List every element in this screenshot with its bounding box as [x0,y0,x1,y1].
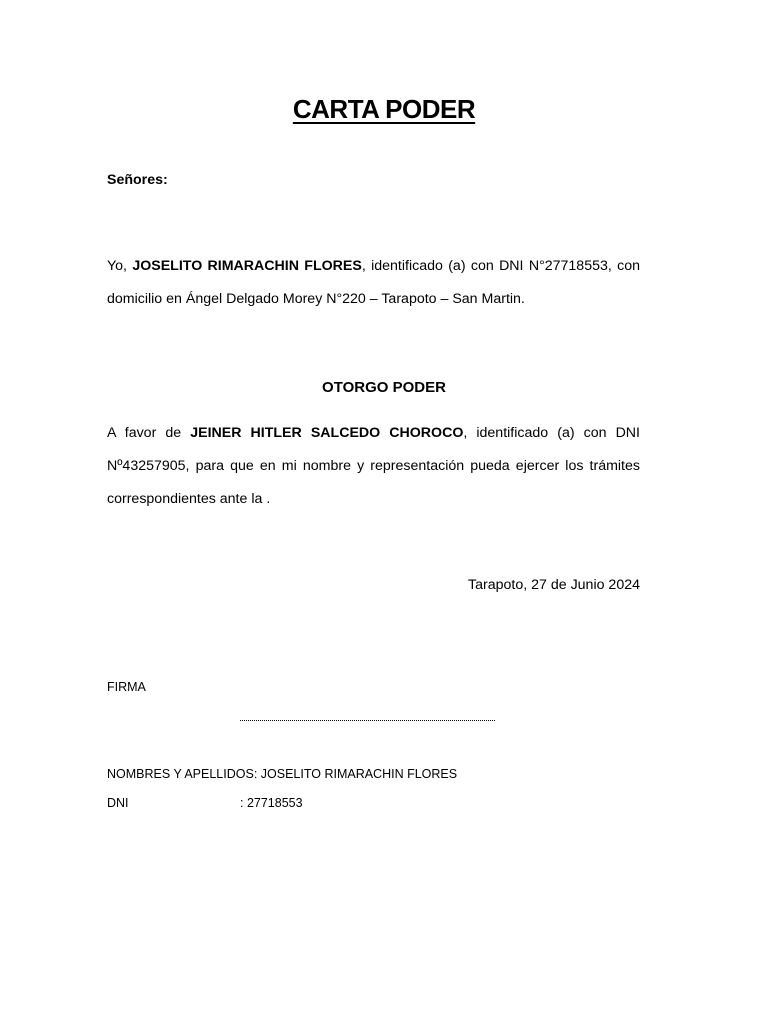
paragraph-grantor [107,250,640,316]
paragraph-grantor-prefix: Yo, [107,258,133,274]
grantee-name: JEINER HITLER SALCEDO CHOROCO [190,425,464,441]
document-title: CARTA PODER [292,94,476,124]
signature-label: FIRMA [107,680,146,694]
dni-value: : 27718553 [240,796,303,810]
names-line: NOMBRES Y APELLIDOS: JOSELITO RIMARACHIN FLORES [107,767,458,781]
salutation: Señores: [107,172,168,188]
section-heading: OTORGO PODER [322,379,446,396]
place-date: Tarapoto, 27 de Junio 2024 [468,577,640,593]
grantor-name: JOSELITO RIMARACHIN FLORES [132,258,362,274]
dni-label: DNI [107,796,129,810]
paragraph-grantee-rest: , identificado (a) con DNI Nº43257905, para que en mi nombre y representación pueda ejercer los trámites correspondientes ante la . [107,425,640,507]
signature-line [240,708,495,721]
paragraph-grantor-rest: , identificado (a) con DNI N°27718553, con domicilio en Ángel Delgado Morey N°220 – Tarapoto – San Martin. [107,258,640,307]
paragraph-grantee-prefix: A favor de [107,425,191,441]
paragraph-grantee [107,417,640,516]
